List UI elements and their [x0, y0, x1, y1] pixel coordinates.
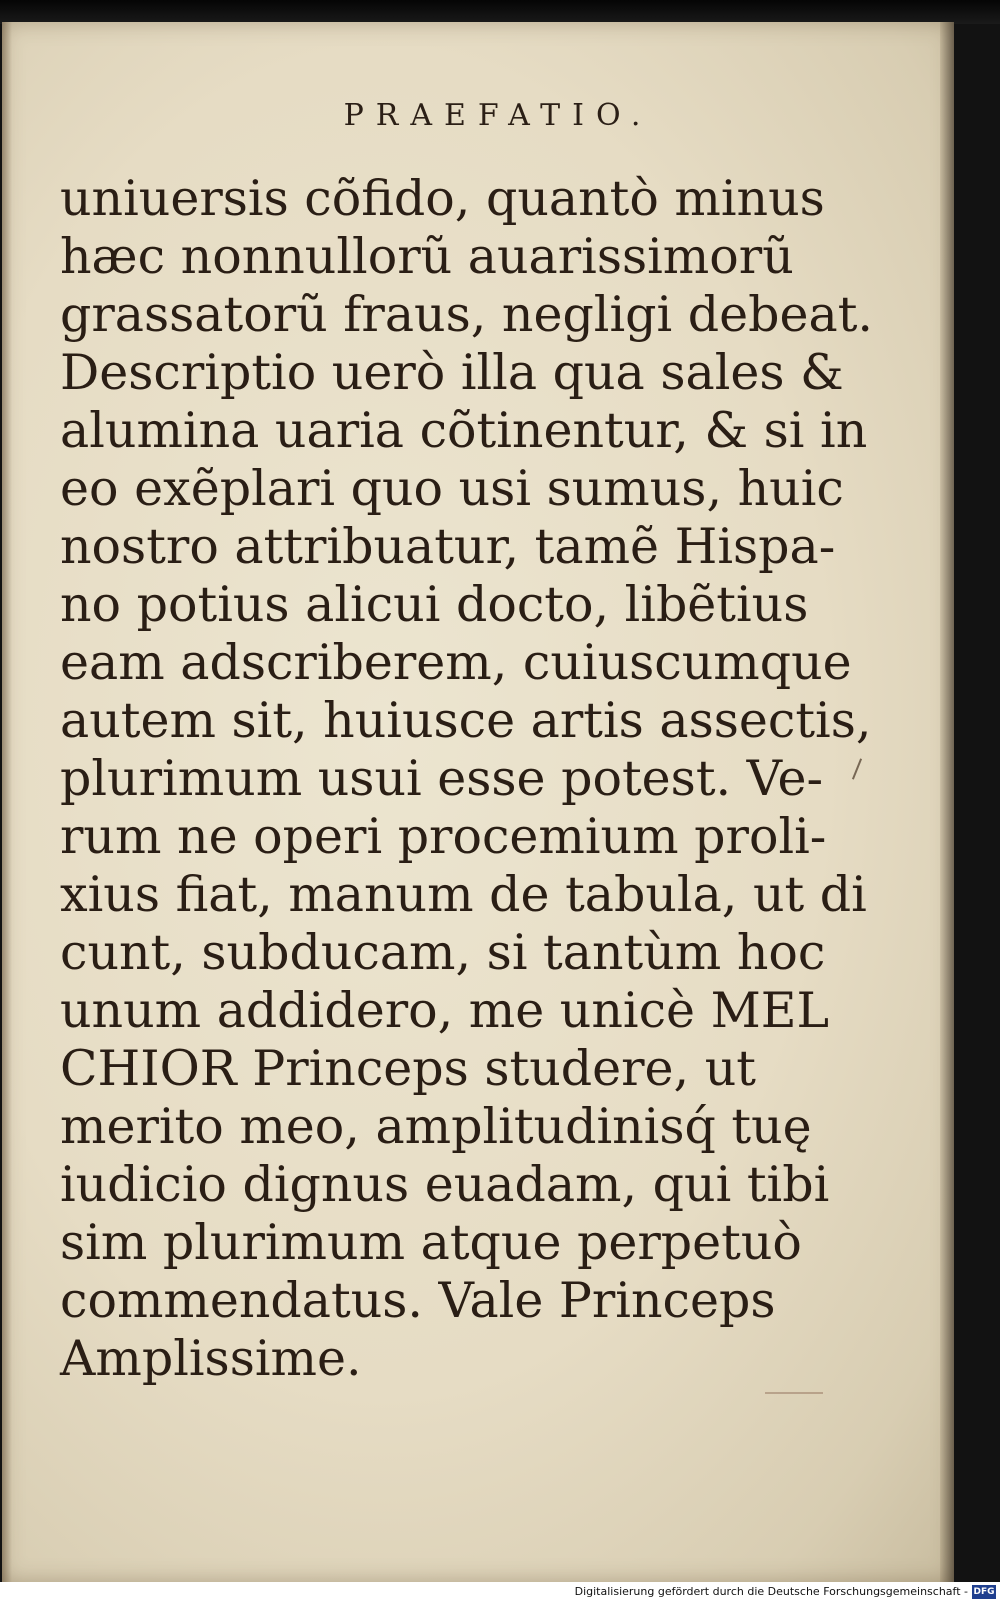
text-line: unum addidero, me unicè MEL	[60, 982, 830, 1039]
text-line: hæc nonnullorũ auarissimorũ	[60, 228, 794, 285]
dfg-logo: DFG	[973, 1587, 995, 1597]
text-line: xius fiat, manum de tabula, ut di	[60, 866, 867, 923]
text-line: autem sit, huiusce artis assectis,	[60, 692, 872, 749]
text-line: grassatorũ fraus, negligi debeat.	[60, 286, 873, 343]
text-line: iudicio dignus euadam, qui tibi	[60, 1156, 830, 1213]
text-line-last: Amplissime.	[60, 1330, 362, 1387]
text-line: uniuersis cõfido, quantò minus	[60, 170, 825, 227]
text-line: eam adscriberem, cuiuscumque	[60, 634, 852, 691]
page-gutter-shadow	[2, 22, 12, 1582]
book-page	[2, 22, 954, 1582]
scan-top-shadow	[0, 0, 1000, 24]
text-line: Descriptio uerò illa qua sales &	[60, 344, 844, 401]
text-line: commendatus. Vale Princeps	[60, 1272, 776, 1329]
text-line: nostro attribuatur, tamẽ Hispa-	[60, 518, 836, 575]
text-line: eo exẽplari quo usi sumus, huic	[60, 460, 844, 517]
running-header: PRAEFATIO.	[343, 98, 653, 133]
text-line: alumina uaria cõtinentur, & si in	[60, 402, 868, 459]
text-line: cunt, subducam, si tantùm hoc	[60, 924, 826, 981]
text-line: merito meo, amplitudinisq́ tuę	[60, 1098, 812, 1155]
page-fore-edge	[940, 22, 954, 1582]
text-line: CHIOR Princeps studere, ut	[60, 1040, 756, 1097]
body-text	[60, 170, 873, 1388]
text-line: plurimum usui esse potest. Ve-	[60, 750, 824, 807]
digitization-credit: Digitalisierung gefördert durch die Deutsche Forschungsgemeinschaft -	[574, 1585, 968, 1598]
text-line: sim plurimum atque perpetuò	[60, 1214, 802, 1271]
text-line: rum ne operi procemium proli-	[60, 808, 827, 865]
faint-stain	[765, 1392, 823, 1394]
text-line: no potius alicui docto, libẽtius	[60, 576, 809, 633]
